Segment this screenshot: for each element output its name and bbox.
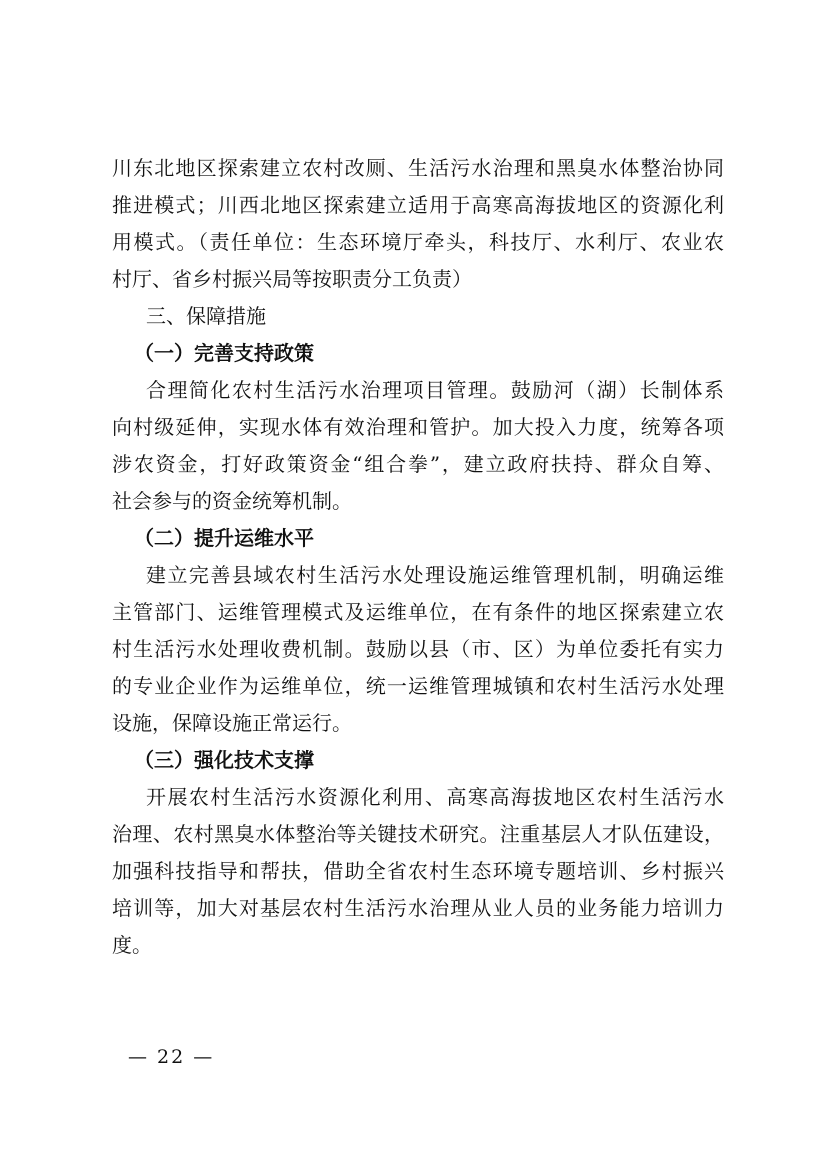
text-line: 开展农村生活污水资源化利用、高寒高海拔地区农村生活污水	[146, 785, 724, 809]
text-line: 合理简化农村生活污水治理项目管理。鼓励河（湖）长制体系	[146, 378, 724, 402]
text-line: 加强科技指导和帮扶，借助全省农村生态环境专题培训、乡村振兴	[112, 859, 724, 883]
text-line: 建立完善县域农村生活污水处理设施运维管理机制，明确运维	[146, 563, 724, 587]
text-line: 涉农资金，打好政策资金“组合拳”，建立政府扶持、群众自筹、	[112, 452, 724, 476]
text-line: 村生活污水处理收费机制。鼓励以县（市、区）为单位委托有实力	[112, 637, 724, 661]
text-line: 设施，保障设施正常运行。	[112, 711, 352, 735]
text-line: 推进模式；川西北地区探索建立适用于高寒高海拔地区的资源化利	[112, 193, 724, 217]
text-line: 度。	[112, 933, 152, 957]
text-line: 主管部门、运维管理模式及运维单位，在有条件的地区探索建立农	[112, 600, 724, 624]
subsection-heading-3: （三）强化技术支撑	[134, 748, 314, 772]
text-line: 培训等，加大对基层农村生活污水治理从业人员的业务能力培训力	[112, 896, 724, 920]
text-line: 川东北地区探索建立农村改厕、生活污水治理和黑臭水体整治协同	[112, 156, 724, 180]
text-line: 的专业企业作为运维单位，统一运维管理城镇和农村生活污水处理	[112, 674, 724, 698]
text-line: 村厅、省乡村振兴局等按职责分工负责）	[112, 267, 472, 291]
text-line: 向村级延伸，实现水体有效治理和管护。加大投入力度，统筹各项	[112, 415, 724, 439]
section-heading: 三、保障措施	[146, 304, 266, 328]
document-body	[112, 150, 724, 964]
subsection-heading-1: （一）完善支持政策	[134, 341, 314, 365]
subsection-heading-2: （二）提升运维水平	[134, 526, 314, 550]
text-line: 治理、农村黑臭水体整治等关键技术研究。注重基层人才队伍建设，	[112, 822, 724, 846]
text-line: 社会参与的资金统筹机制。	[112, 489, 352, 513]
text-line: 用模式。（责任单位：生态环境厅牵头，科技厅、水利厅、农业农	[112, 230, 724, 254]
page-number: — 22 —	[128, 1046, 215, 1068]
